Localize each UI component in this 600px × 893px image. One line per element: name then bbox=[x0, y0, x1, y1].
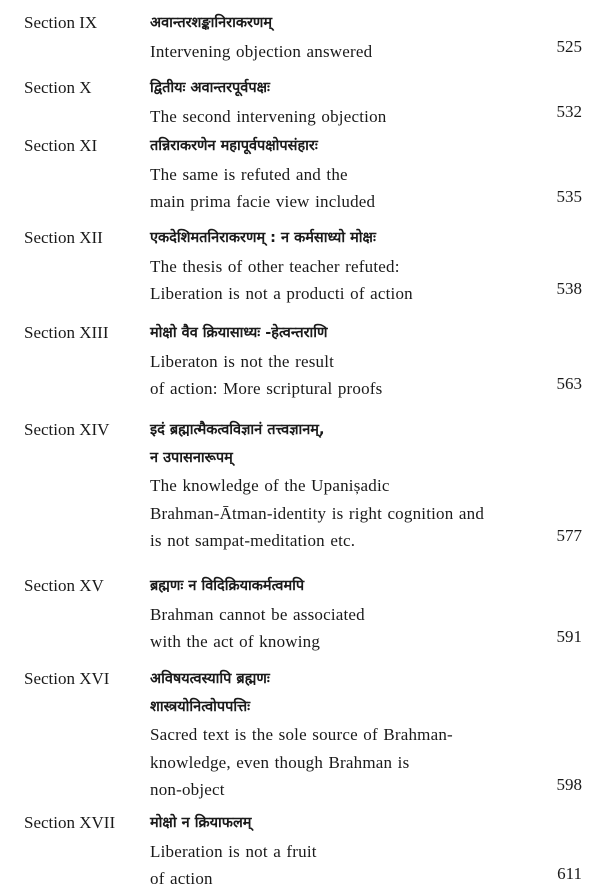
english-title-line: of action bbox=[150, 869, 213, 888]
sanskrit-title-line: तन्निराकरणेन महापूर्वपक्षोपसंहारः bbox=[150, 138, 318, 154]
page-number: 611 bbox=[557, 864, 582, 883]
english-title-line: The thesis of other teacher refuted: bbox=[150, 256, 400, 276]
english-title-line: is not sampat-meditation etc. bbox=[150, 531, 356, 550]
section-label: Section XV bbox=[24, 576, 104, 595]
page-number: 591 bbox=[556, 627, 582, 646]
sanskrit-title-line: अवान्तरशङ्कानिराकरणम् bbox=[150, 15, 273, 31]
section-titles bbox=[150, 417, 550, 555]
section-titles bbox=[150, 810, 550, 893]
sanskrit-title-line: न उपासनारूपम् bbox=[150, 449, 233, 466]
english-title-line: Brahman cannot be associated bbox=[150, 604, 365, 624]
page-number: 538 bbox=[556, 279, 582, 298]
section-titles bbox=[150, 133, 550, 216]
sanskrit-title-line: द्वितीयः अवान्तरपूर्वपक्षः bbox=[150, 80, 270, 96]
section-titles bbox=[150, 10, 550, 65]
english-title-line: Liberation is not a producti of action bbox=[150, 284, 413, 303]
sanskrit-title-line: शास्त्रयोनित्वोपपत्तिः bbox=[150, 698, 251, 715]
english-title-line: The same is refuted and the bbox=[150, 164, 348, 184]
page-number: 525 bbox=[556, 36, 582, 56]
sanskrit-title-line: एकदेशिमतनिराकरणम् : न कर्मसाध्यो मोक्षः bbox=[150, 230, 376, 246]
english-title-line: of action: More scriptural proofs bbox=[150, 379, 383, 398]
english-title-line: non-object bbox=[150, 780, 225, 799]
section-titles bbox=[150, 573, 550, 656]
english-title-line: The second intervening objection bbox=[150, 106, 387, 126]
section-label: Section XVII bbox=[24, 813, 116, 832]
section-titles bbox=[150, 320, 550, 403]
section-titles bbox=[150, 666, 550, 804]
sanskrit-title-line: मोक्षो न क्रियाफलम् bbox=[150, 815, 252, 831]
section-label: Section XIII bbox=[24, 323, 109, 342]
section-label: Section IX bbox=[24, 13, 98, 32]
section-titles bbox=[150, 75, 550, 130]
page-number: 532 bbox=[556, 101, 582, 121]
sanskrit-title-line: इदं ब्रह्मात्मैकत्वविज्ञानं तत्त्वज्ञानम्, bbox=[150, 422, 325, 438]
page-number: 535 bbox=[556, 187, 582, 206]
english-title-line: with the act of knowing bbox=[150, 632, 321, 651]
english-title-line: Intervening objection answered bbox=[150, 41, 373, 61]
english-title-line: Liberation is not a fruit bbox=[150, 841, 317, 861]
section-titles bbox=[150, 225, 550, 308]
page-number: 563 bbox=[556, 374, 582, 393]
page-number: 577 bbox=[556, 526, 582, 545]
section-label: Section XII bbox=[24, 228, 103, 247]
section-label: Section XIV bbox=[24, 420, 110, 439]
english-title-line: knowledge, even though Brahman is bbox=[150, 752, 410, 772]
english-title-line: The knowledge of the Upanișadic bbox=[150, 476, 390, 495]
english-title-line: main prima facie view included bbox=[150, 192, 376, 211]
section-label: Section XI bbox=[24, 136, 98, 155]
english-title-line: Liberaton is not the result bbox=[150, 351, 335, 371]
english-title-line: Sacred text is the sole source of Brahman- bbox=[150, 725, 453, 744]
page-number: 598 bbox=[556, 775, 582, 794]
sanskrit-title-line: मोक्षो वैव क्रियासाध्यः -हेत्वन्तराणि bbox=[150, 325, 328, 341]
section-label: Section XVI bbox=[24, 669, 110, 688]
english-title-line: Brahman-Ātman-identity is right cognition and bbox=[150, 503, 485, 523]
sanskrit-title-line: अविषयत्वस्यापि ब्रह्मणः bbox=[150, 671, 270, 687]
sanskrit-title-line: ब्रह्मणः न विदिक्रियाकर्मत्वमपि bbox=[150, 578, 305, 594]
section-label: Section X bbox=[24, 78, 92, 97]
